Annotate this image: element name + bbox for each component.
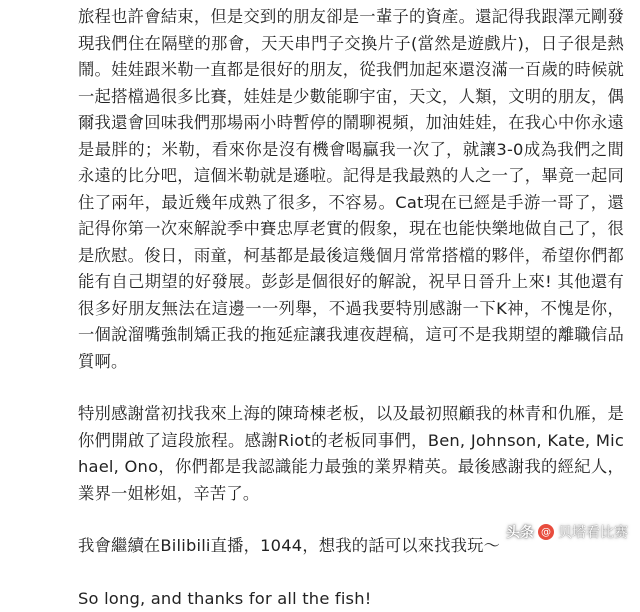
paragraph-stream: 我會繼續在Bilibili直播，1044，想我的話可以來找我玩～ [78,533,624,560]
article-body [78,4,624,612]
paragraph-farewell: So long, and thanks for all the fish! [78,586,624,612]
paragraph-friends: 旅程也許會結束，但是交到的朋友卻是一輩子的資產。還記得我跟澤元剛發現我們住在隔壁的那會，天天串門子交換片子(當然是遊戲片)，日子很是熱鬧。娃娃跟米勒一直都是很好的朋友，從我們加起來還沒滿一百歲的時候就一起搭檔過很多比賽，娃娃是少數能聊宇宙，天文，人類，文明的朋友，偶爾我還會回味我們那場兩小時暫停的鬧聊視頻，加油娃娃，在我心中你永遠是最胖的；米勒，看來你是沒有機會喝贏我一次了，就讓3-0成為我們之間永遠的比分吧，這個米勒就是遜啦。記得是我最熟的人之一了，畢竟一起同住了兩年，最近幾年成熟了很多，不容易。Cat現在已經是手游一哥了，還記得你第一次來解說季中賽忠厚老實的假象，現在也能快樂地做自己了，很是欣慰。俊日，雨童，柯基都是最後這幾個月常常搭檔的夥伴，希望你們都能有自己期望的好發展。彭彭是個很好的解說，祝早日晉升上來! 其他還有很多好朋友無法在這邊一一列舉，不過我要特別感謝一下K神，不愧是你，一個說溜嘴強制矯正我的拖延症讓我連夜趕稿，這可不是我期望的離職信品質啊。 [78,4,624,375]
toutiao-watermark [506,522,628,542]
at-icon: @ [538,524,554,540]
watermark-account-name: 贝塔看比赛 [558,522,628,542]
watermark-logo: 头条 [506,522,534,542]
paragraph-thanks: 特別感謝當初找我來上海的陳琦棟老板，以及最初照顧我的林青和仇雁，是你們開啟了這段旅程。感謝Riot的老板同事們，Ben, Johnson, Kate, Michael, Ono，你們都是我認識能力最強的業界精英。最後感謝我的經紀人，業界一姐彬姐，辛苦了。 [78,401,624,507]
